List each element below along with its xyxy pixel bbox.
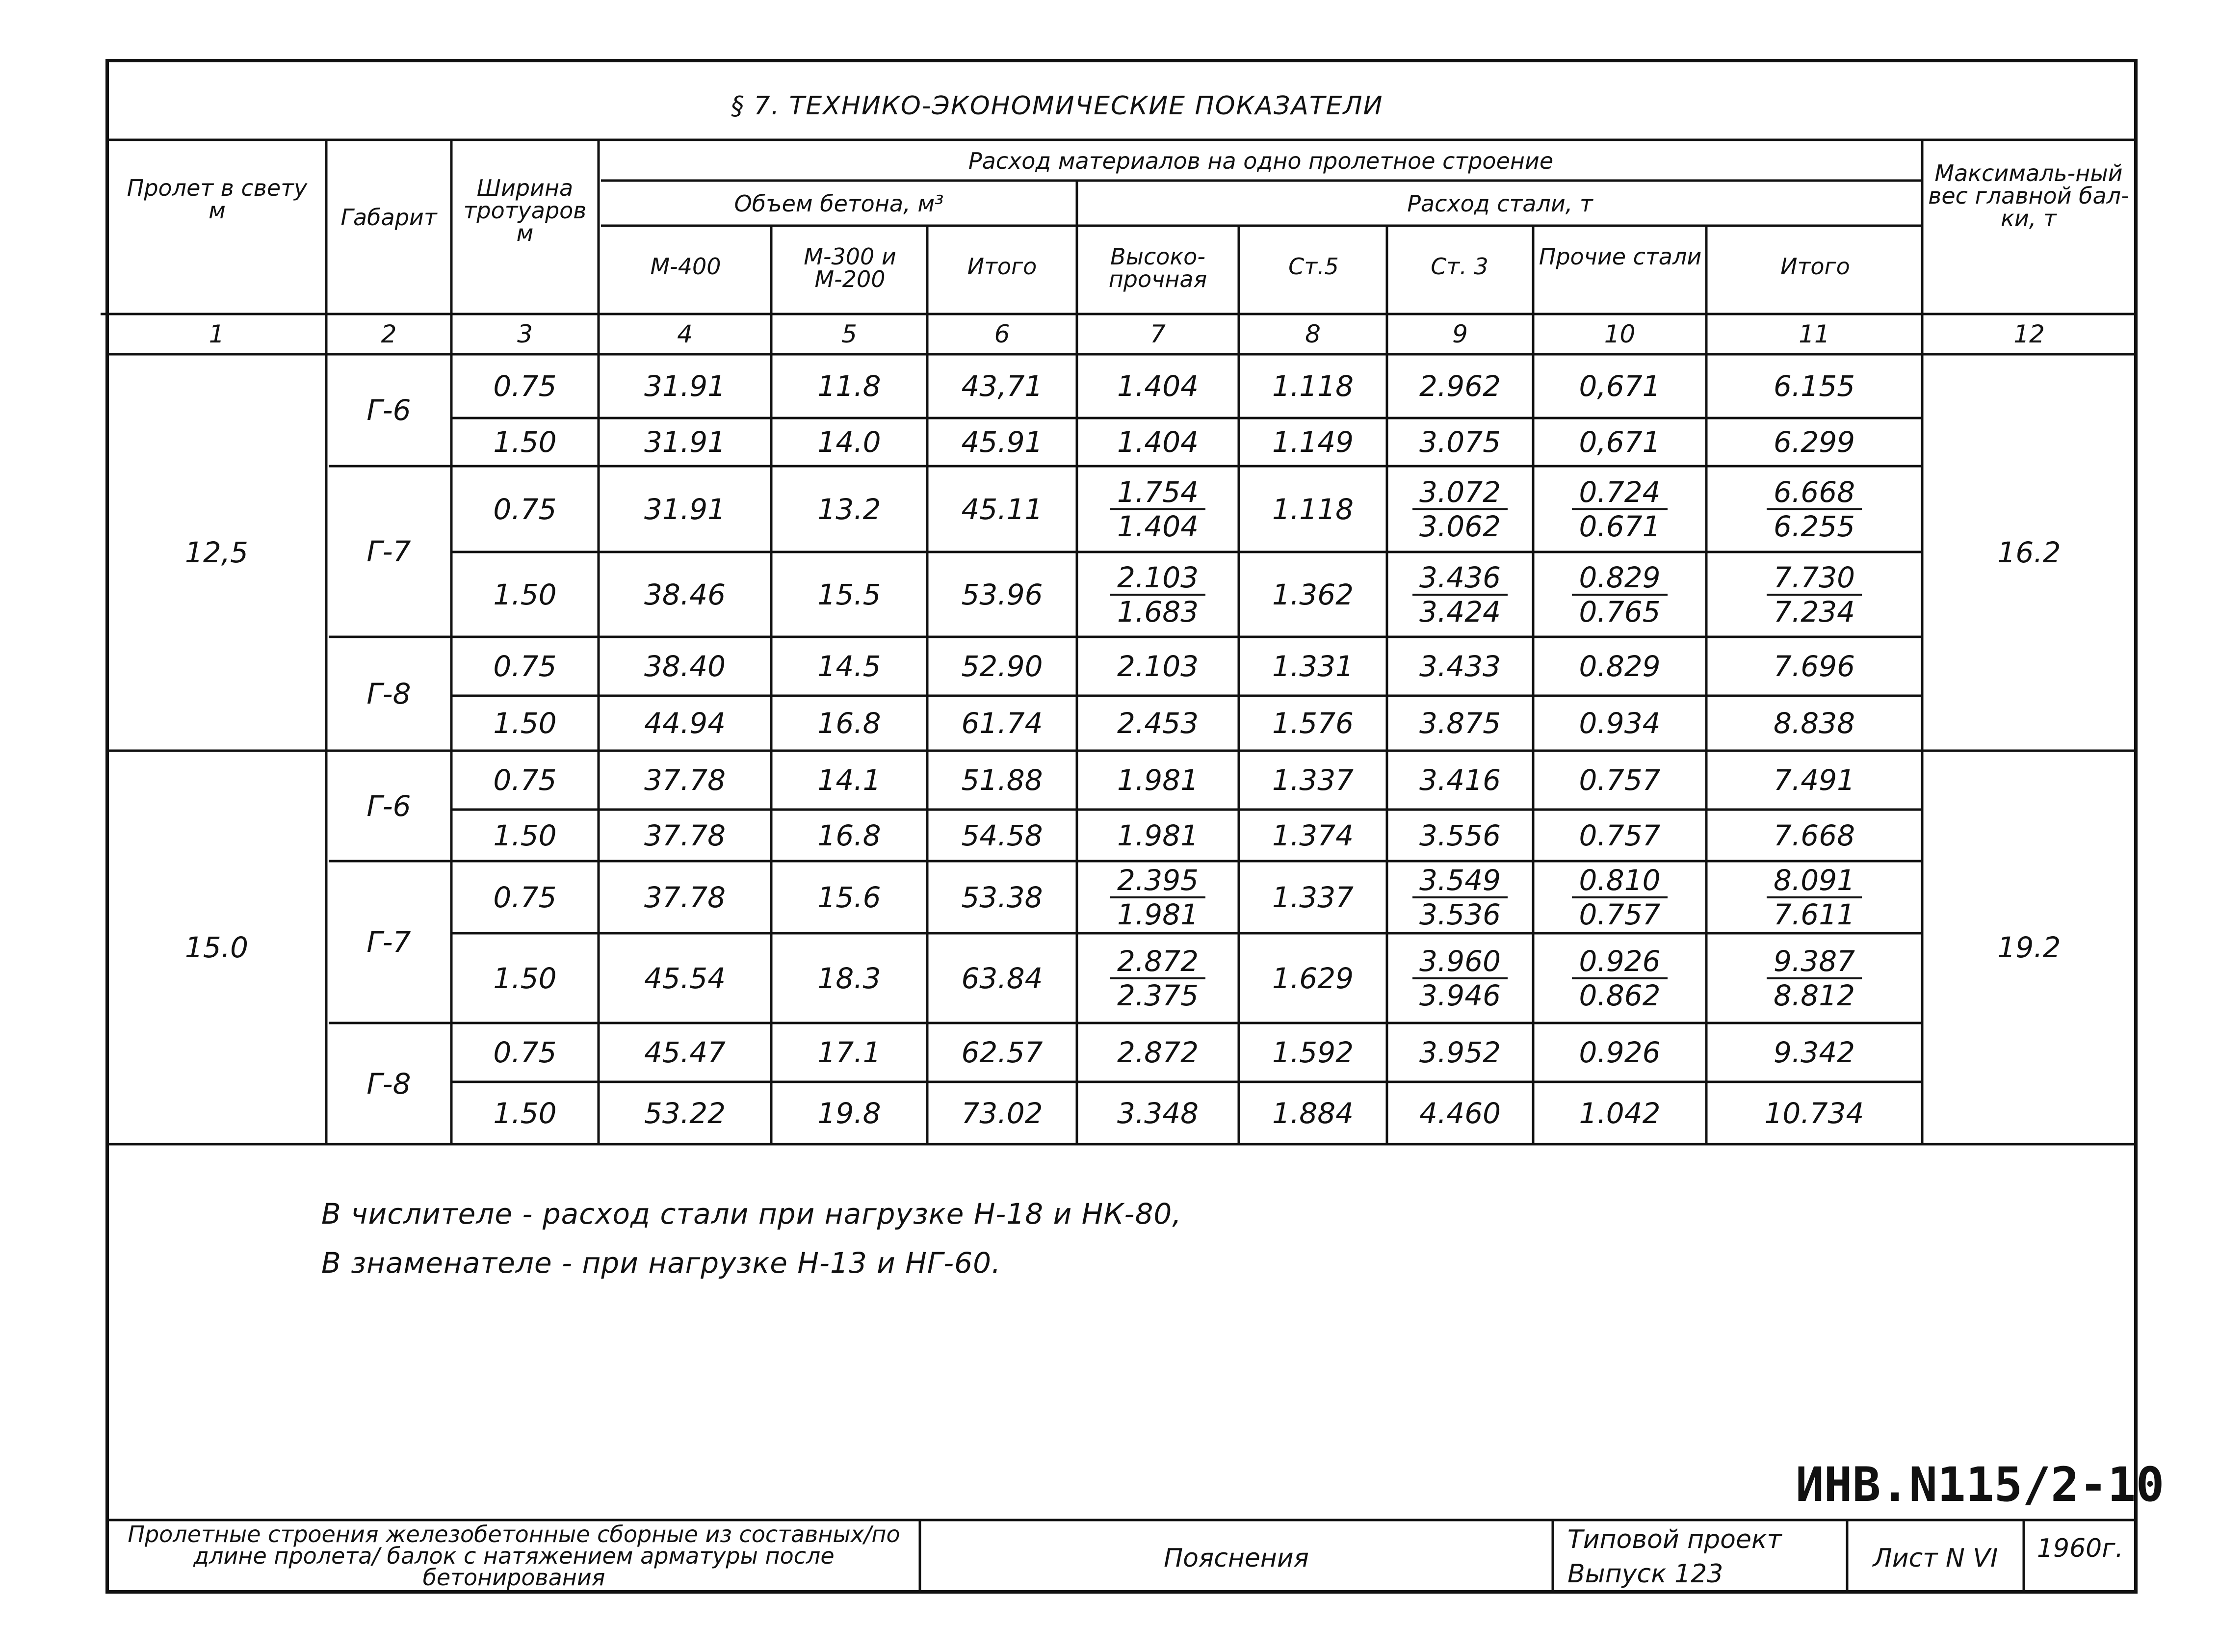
cell-other: 0.757 [1579, 818, 1661, 852]
cell-concrete-total: 61.74 [961, 707, 1043, 740]
span-value: 15.0 [184, 931, 249, 964]
title-block-project: Типовой проект [1567, 1525, 1782, 1554]
cell-other: 0.829 [1579, 650, 1661, 683]
cell-st5: 1.337 [1272, 763, 1354, 797]
cell-concrete-total: 62.57 [961, 1036, 1043, 1069]
gabarit-label: Г-6 [366, 789, 411, 823]
numerator-value: 0.724 [1572, 476, 1667, 510]
cell-st3 [1387, 466, 1533, 552]
denominator-value: 1.683 [1117, 595, 1199, 629]
cell-steel-total: 6.299 [1773, 425, 1855, 459]
cell-width: 1.50 [493, 1096, 557, 1130]
cell-high [1077, 552, 1239, 637]
max-weight-value: 16.2 [1997, 536, 2061, 569]
cell-steel-total: 7.491 [1773, 763, 1855, 797]
header-steel-total: Итого [1780, 253, 1850, 280]
cell-steel-total [1706, 933, 1922, 1023]
cell-steel-total [1706, 552, 1922, 637]
cell-concrete-total: 52.90 [961, 650, 1043, 683]
title-block-description: Пролетные строения железобетонные сборные из составных/по длине пролета/ балок с натяжением арматуры после бетонирования [128, 1521, 900, 1591]
header-concrete-total: Итого [967, 253, 1037, 280]
inventory-number: ИНВ.N115/2-10 [1796, 1457, 2165, 1512]
cell-st3: 3.416 [1419, 763, 1501, 797]
denominator-value: 1.981 [1117, 897, 1199, 931]
cell-concrete-total: 43,71 [961, 369, 1043, 403]
cell-st5: 1.576 [1272, 707, 1354, 740]
header-gabarit: Габарит [340, 204, 437, 231]
numerator-value: 3.960 [1412, 945, 1508, 979]
numerator-value: 0.829 [1572, 561, 1667, 596]
cell-m300: 17.1 [817, 1036, 881, 1069]
cell-high: 1.404 [1117, 369, 1199, 403]
cell-m400: 31.91 [644, 425, 726, 459]
cell-other [1533, 861, 1706, 933]
cell-steel-total: 7.668 [1773, 818, 1855, 852]
header-concrete: Объем бетона, м³ [734, 190, 944, 217]
cell-st5: 1.118 [1272, 369, 1354, 403]
cell-steel-total [1706, 466, 1922, 552]
cell-st3: 3.556 [1419, 818, 1501, 852]
denominator-value: 7.234 [1773, 595, 1855, 629]
cell-st5: 1.592 [1272, 1036, 1354, 1069]
header-span: Пролет в свету м [127, 175, 308, 224]
cell-m300: 15.6 [817, 880, 881, 914]
numerator-value: 9.387 [1767, 945, 1862, 979]
header-m400: М-400 [650, 253, 721, 280]
denominator-value: 8.812 [1773, 978, 1855, 1012]
gabarit-label: Г-8 [366, 677, 411, 710]
cell-other [1533, 466, 1706, 552]
cell-other: 0,671 [1579, 369, 1661, 403]
cell-st5: 1.331 [1272, 650, 1354, 683]
cell-high [1077, 933, 1239, 1023]
numerator-value: 0.926 [1572, 945, 1667, 979]
column-number: 12 [2013, 320, 2045, 348]
header-high-strength: Высоко-прочная [1108, 243, 1207, 292]
cell-other: 0.934 [1579, 707, 1661, 740]
cell-steel-total: 10.734 [1764, 1096, 1864, 1130]
header-m300: М-300 и М-200 [804, 243, 896, 292]
cell-m400: 31.91 [644, 369, 726, 403]
denominator-value: 3.536 [1419, 897, 1501, 931]
cell-width: 0.75 [493, 1036, 557, 1069]
cell-concrete-total: 53.96 [961, 577, 1043, 611]
numerator-value: 1.754 [1110, 476, 1205, 510]
cell-m300: 19.8 [817, 1096, 881, 1130]
numerator-value: 7.730 [1767, 561, 1862, 596]
page-title: § 7. ТЕХНИКО-ЭКОНОМИЧЕСКИЕ ПОКАЗАТЕЛИ [731, 91, 1384, 121]
cell-high: 1.404 [1117, 425, 1199, 459]
cell-steel-total: 8.838 [1773, 707, 1855, 740]
cell-st5: 1.337 [1272, 880, 1354, 914]
cell-other [1533, 933, 1706, 1023]
cell-st5: 1.362 [1272, 577, 1354, 611]
cell-high: 2.872 [1117, 1036, 1199, 1069]
cell-st5: 1.149 [1272, 425, 1354, 459]
cell-width: 1.50 [493, 961, 557, 995]
denominator-value: 3.424 [1419, 595, 1501, 629]
numerator-value: 3.072 [1412, 476, 1508, 510]
column-number: 3 [517, 320, 533, 348]
cell-st3 [1387, 933, 1533, 1023]
denominator-value: 0.862 [1579, 978, 1661, 1012]
cell-width: 0.75 [493, 369, 557, 403]
denominator-value: 1.404 [1117, 509, 1199, 543]
header-materials: Расход материалов на одно пролетное строение [968, 148, 1554, 174]
cell-st3: 3.952 [1419, 1036, 1501, 1069]
cell-concrete-total: 54.58 [961, 818, 1043, 852]
column-number: 11 [1799, 320, 1830, 348]
cell-m400: 37.78 [644, 763, 726, 797]
cell-steel-total: 6.155 [1773, 369, 1855, 403]
cell-st5: 1.374 [1272, 818, 1354, 852]
cell-concrete-total: 45.11 [961, 492, 1043, 526]
header-other-steel: Прочие стали [1539, 243, 1702, 270]
cell-m400: 45.54 [644, 961, 726, 995]
cell-steel-total: 7.696 [1773, 650, 1855, 683]
cell-high: 2.103 [1117, 650, 1199, 683]
cell-st5: 1.629 [1272, 961, 1354, 995]
column-number: 9 [1452, 320, 1468, 348]
cell-concrete-total: 51.88 [961, 763, 1043, 797]
denominator-value: 7.611 [1773, 897, 1855, 931]
cell-width: 1.50 [493, 425, 557, 459]
cell-m400: 44.94 [644, 707, 726, 740]
cell-other: 0.926 [1579, 1036, 1661, 1069]
column-number: 8 [1305, 320, 1321, 348]
column-number: 10 [1604, 320, 1636, 348]
header-max-weight: Максималь-ный вес главной бал-ки, т [1928, 160, 2129, 232]
cell-steel-total: 9.342 [1773, 1036, 1855, 1069]
cell-m400: 31.91 [644, 492, 726, 526]
cell-width: 1.50 [493, 577, 557, 611]
cell-m300: 16.8 [817, 707, 881, 740]
column-number: 4 [677, 320, 693, 348]
cell-steel-total [1706, 861, 1922, 933]
cell-st3 [1387, 861, 1533, 933]
cell-concrete-total: 53.38 [961, 880, 1043, 914]
denominator-value: 0.765 [1579, 595, 1661, 629]
title-block-sheet: Лист N VI [1873, 1544, 1998, 1573]
header-st3: Ст. 3 [1431, 253, 1488, 280]
column-number: 2 [381, 320, 397, 348]
cell-other: 1.042 [1579, 1096, 1661, 1130]
numerator-value: 2.395 [1110, 864, 1205, 898]
numerator-value: 6.668 [1767, 476, 1862, 510]
cell-st3 [1387, 552, 1533, 637]
gabarit-label: Г-8 [366, 1067, 411, 1101]
gabarit-label: Г-7 [366, 535, 411, 568]
cell-other [1533, 552, 1706, 637]
cell-high: 3.348 [1117, 1096, 1199, 1130]
cell-st5: 1.884 [1272, 1096, 1354, 1130]
cell-st3: 3.875 [1419, 707, 1501, 740]
cell-concrete-total: 63.84 [961, 961, 1043, 995]
numerator-value: 2.872 [1110, 945, 1205, 979]
cell-width: 0.75 [493, 492, 557, 526]
note-denominator: В знаменателе - при нагрузке Н-13 и НГ-60. [321, 1246, 1001, 1280]
cell-m300: 14.5 [817, 650, 881, 683]
gabarit-label: Г-6 [366, 393, 411, 427]
cell-m300: 11.8 [817, 369, 881, 403]
cell-width: 0.75 [493, 650, 557, 683]
title-block-sheet-name: Пояснения [1164, 1544, 1309, 1573]
numerator-value: 0.810 [1572, 864, 1667, 898]
cell-concrete-total: 73.02 [961, 1096, 1043, 1130]
cell-m300: 14.0 [817, 425, 881, 459]
cell-m300: 18.3 [817, 961, 881, 995]
cell-st3: 2.962 [1419, 369, 1501, 403]
cell-high [1077, 466, 1239, 552]
header-st5: Ст.5 [1288, 253, 1339, 280]
cell-other: 0,671 [1579, 425, 1661, 459]
note-numerator: В числителе - расход стали при нагрузке Н-18 и НК-80, [321, 1197, 1182, 1231]
numerator-value: 3.549 [1412, 864, 1508, 898]
cell-st5: 1.118 [1272, 492, 1354, 526]
max-weight-value: 19.2 [1997, 931, 2061, 964]
cell-m400: 38.40 [644, 650, 726, 683]
column-number: 6 [994, 320, 1010, 348]
cell-m300: 16.8 [817, 818, 881, 852]
denominator-value: 6.255 [1773, 509, 1855, 543]
column-number: 7 [1150, 320, 1166, 348]
denominator-value: 3.062 [1419, 509, 1501, 543]
cell-width: 0.75 [493, 763, 557, 797]
cell-width: 1.50 [493, 707, 557, 740]
cell-width: 0.75 [493, 880, 557, 914]
span-value: 12,5 [184, 536, 249, 569]
cell-st3: 3.075 [1419, 425, 1501, 459]
cell-m400: 38.46 [644, 577, 726, 611]
cell-m300: 13.2 [817, 492, 881, 526]
cell-m400: 45.47 [644, 1036, 726, 1069]
title-block-year: 1960г. [2036, 1534, 2124, 1563]
title-block-issue: Выпуск 123 [1567, 1559, 1723, 1589]
cell-m400: 37.78 [644, 818, 726, 852]
cell-high: 1.981 [1117, 818, 1199, 852]
numerator-value: 3.436 [1412, 561, 1508, 596]
cell-m300: 14.1 [817, 763, 881, 797]
denominator-value: 0.671 [1579, 509, 1661, 543]
cell-high [1077, 861, 1239, 933]
cell-width: 1.50 [493, 818, 557, 852]
numerator-value: 2.103 [1110, 561, 1205, 596]
gabarit-label: Г-7 [366, 925, 411, 959]
cell-st3: 4.460 [1419, 1096, 1501, 1130]
header-sidewalk: Ширина тротуаров м [463, 175, 587, 246]
cell-m300: 15.5 [817, 577, 881, 611]
numerator-value: 8.091 [1767, 864, 1862, 898]
column-number: 5 [841, 320, 857, 348]
cell-high: 1.981 [1117, 763, 1199, 797]
column-number: 1 [209, 320, 225, 348]
denominator-value: 2.375 [1117, 978, 1199, 1012]
header-steel: Расход стали, т [1407, 190, 1593, 217]
cell-st3: 3.433 [1419, 650, 1501, 683]
cell-concrete-total: 45.91 [961, 425, 1043, 459]
denominator-value: 3.946 [1419, 978, 1501, 1012]
cell-m400: 53.22 [644, 1096, 726, 1130]
cell-other: 0.757 [1579, 763, 1661, 797]
cell-high: 2.453 [1117, 707, 1199, 740]
cell-m400: 37.78 [644, 880, 726, 914]
denominator-value: 0.757 [1579, 897, 1661, 931]
